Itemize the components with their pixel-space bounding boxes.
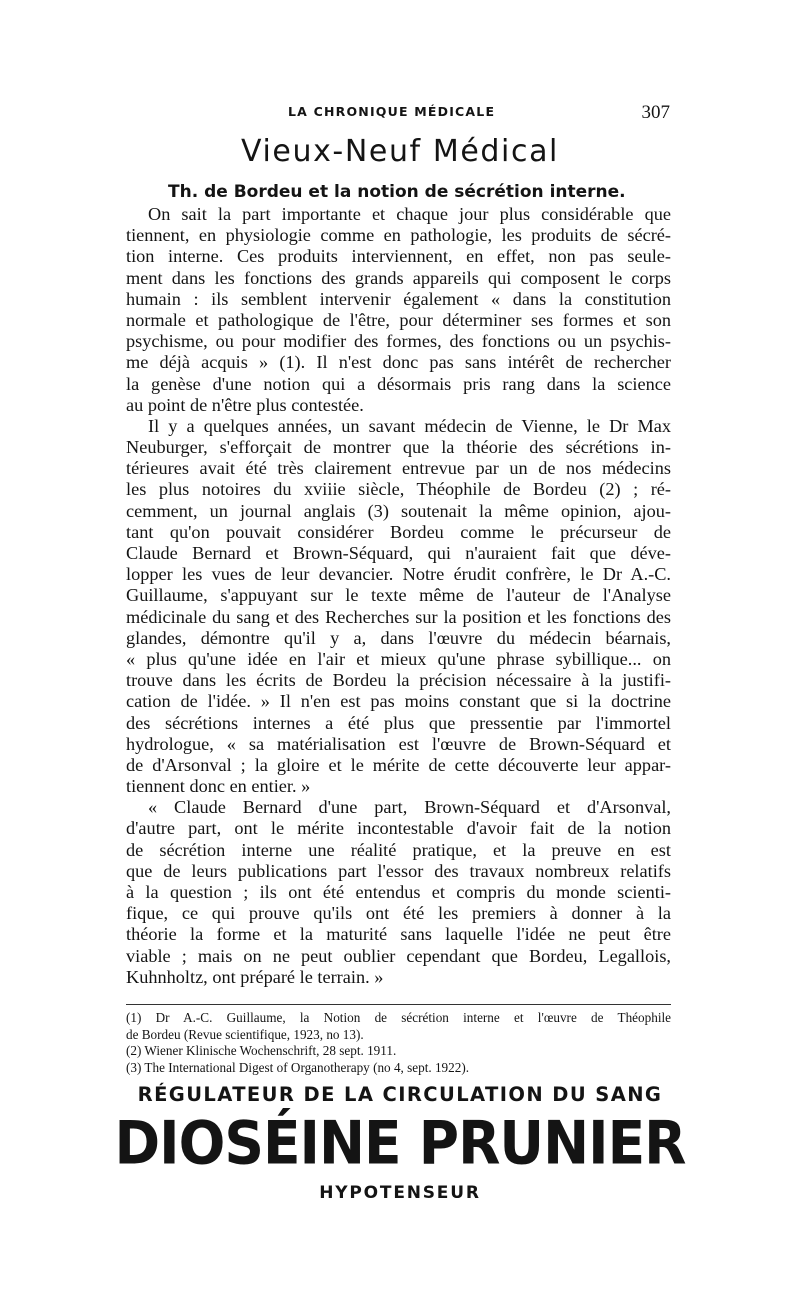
body-line: Guillaume, s'appuyant sur le texte même de l'auteur de l'Analyse <box>126 585 671 606</box>
body-line: « plus qu'une idée en l'air et mieux qu'une phrase sybillique... on <box>126 648 671 669</box>
body-line: tion interne. Ces produits interviennent, en effet, non pas seule- <box>126 246 671 267</box>
advertisement-tagline: RÉGULATEUR DE LA CIRCULATION DU SANG <box>137 1083 663 1106</box>
body-line: viable ; mais on ne peut oublier cependant que Bordeu, Legallois, <box>126 945 671 966</box>
body-line: trouve dans les écrits de Bordeu la précision nécessaire à la justifi- <box>126 670 671 691</box>
footnote-divider <box>126 1004 671 1005</box>
body-line: d'autre part, ont le mérite incontestable d'avoir fait de la notion <box>126 818 671 839</box>
article-body <box>126 204 671 988</box>
body-line: psychisme, ou pour modifier des formes, des fonctions ou un psychis- <box>126 331 671 352</box>
body-line: tiennent, en physiologie comme en pathologie, les produits de sécré- <box>126 225 671 246</box>
section-title: Vieux-Neuf Médical <box>241 134 559 169</box>
footnote-line: de Bordeu (Revue scientifique, 1923, no 13). <box>126 1026 364 1042</box>
body-line: Neuburger, s'efforçait de montrer que la théorie des sécrétions in- <box>126 437 671 458</box>
body-line: au point de n'être plus contestée. <box>126 394 364 415</box>
body-line: On sait la part importante et chaque jour plus considérable que <box>148 204 671 224</box>
body-line: à la question ; ils ont été entendus et compris du monde scienti- <box>126 882 671 902</box>
body-line: tiennent donc en entier. » <box>126 776 311 797</box>
body-line: normale et pathologique de l'être, pour déterminer ses formes et son <box>126 309 671 330</box>
body-line: des sécrétions internes a été plus que pressentie par l'immortel <box>126 712 671 733</box>
body-line: glandes, démontre qu'il y a, dans l'œuvre du médecin béarnais, <box>126 627 671 648</box>
body-line: de sécrétion interne une réalité pratique, et la preuve en est <box>126 839 671 860</box>
body-line: que de leurs publications part l'essor des travaux nombreux relatifs <box>126 860 671 881</box>
running-header <box>0 104 800 126</box>
body-line: fique, ce qui prouve qu'ils ont été les premiers à donner à la <box>126 903 671 924</box>
body-line: cation de l'idée. » Il n'en est pas moins constant que si la doctrine <box>126 691 671 712</box>
footnote-line: (2) Wiener Klinische Wochenschrift, 28 sept. 1911. <box>126 1043 397 1058</box>
body-line: ment dans les fonctions des grands appareils qui composent le corps <box>126 267 671 288</box>
advertisement-product-name: DIOSÉINE PRUNIER <box>114 1108 686 1178</box>
body-line: Claude Bernard et Brown-Séquard, qui n'auraient fait que déve- <box>126 543 671 563</box>
body-line: térieures avait été très clairement entrevue par un de nos médecins <box>126 458 671 479</box>
advertisement-product-type: HYPOTENSEUR <box>319 1183 481 1203</box>
body-line: la genèse d'une notion qui a désormais pris rang dans la science <box>126 373 671 394</box>
body-line: hydrologue, « sa matérialisation est l'œuvre de Brown-Séquard et <box>126 733 671 754</box>
body-line: lopper les vues de leur devancier. Notre érudit confrère, le Dr A.-C. <box>126 564 671 585</box>
body-line: Kuhnholtz, ont préparé le terrain. » <box>126 966 384 987</box>
body-line: Il y a quelques années, un savant médecin de Vienne, le Dr Max <box>148 415 671 436</box>
footnote-line: (1) Dr A.-C. Guillaume, la Notion de sécrétion interne et l'œuvre de Théophile <box>126 1010 671 1025</box>
body-line: tant qu'on pouvait considérer Bordeu comme le précurseur de <box>126 521 671 542</box>
page-number: 307 <box>641 102 670 123</box>
footnote-line: (3) The International Digest of Organotherapy (no 4, sept. 1922). <box>126 1059 470 1075</box>
body-line: cemment, un journal anglais (3) soutenait la même opinion, ajou- <box>126 500 671 521</box>
body-line: me déjà acquis » (1). Il n'est donc pas sans intérêt de rechercher <box>126 352 671 373</box>
body-line: les plus notoires du xviiie siècle, Théophile de Bordeu (2) ; ré- <box>126 479 671 500</box>
body-line: « Claude Bernard d'une part, Brown-Séquard et d'Arsonval, <box>148 797 671 818</box>
body-line: humain : ils semblent intervenir également « dans la constitution <box>126 288 671 309</box>
body-line: médicinale du sang et des Recherches sur la position et les fonctions des <box>126 606 671 627</box>
running-title: LA CHRONIQUE MÉDICALE <box>288 104 496 119</box>
body-line: de d'Arsonval ; la gloire et le mérite de cette découverte leur appar- <box>126 754 671 775</box>
body-line: théorie la forme et la maturité sans laquelle l'idée ne peut être <box>126 924 671 945</box>
article-heading: Th. de Bordeu et la notion de sécrétion interne. <box>168 182 626 202</box>
footnotes <box>126 1010 671 1076</box>
